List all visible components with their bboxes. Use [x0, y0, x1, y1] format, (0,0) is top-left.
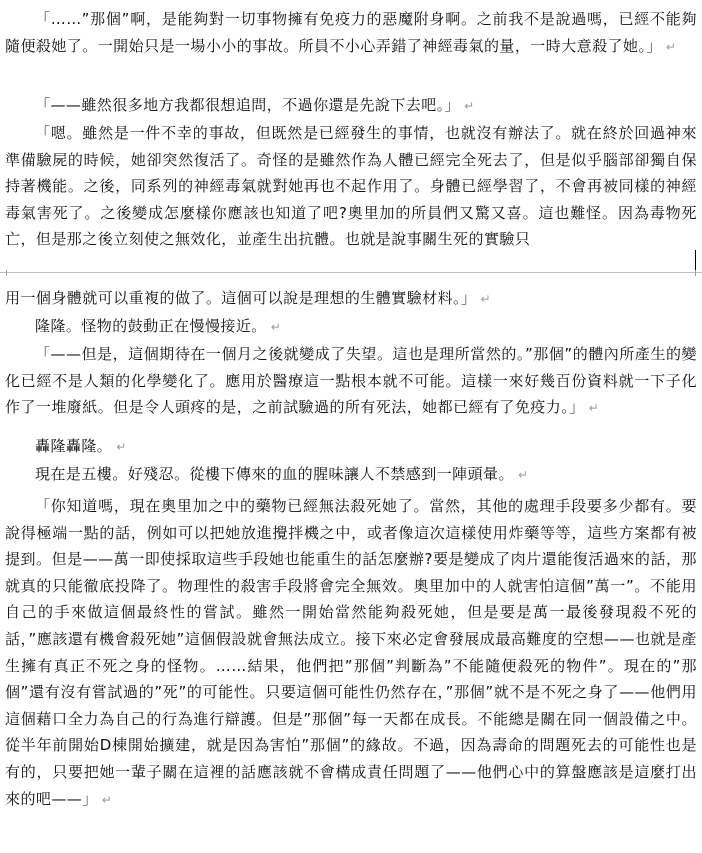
paragraph-5 — [5, 313, 697, 341]
page-corner-left — [0, 270, 7, 276]
paragraph-mark-icon: ↵ — [270, 320, 282, 334]
paragraph-1 — [5, 6, 697, 60]
page-break-line — [0, 272, 702, 273]
paragraph-text: 「……”那個”啊，是能夠對一切事物擁有免疫力的惡魔附身啊。之前我不是說過嗎，已經不能夠隨便殺她了。一開始只是一場小小的事故。所員不小心弄錯了神經毒氣的量，一時大意殺了她。」 — [5, 10, 697, 55]
paragraph-6 — [5, 341, 697, 422]
page-corner-right — [695, 270, 702, 276]
paragraph-4 — [5, 285, 697, 313]
paragraph-text: 「——雖然很多地方我都很想追問，不過你還是先說下去吧。」 — [35, 96, 461, 114]
paragraph-text: 「——但是，這個期待在一個月之後就變成了失望。這也是理所當然的。”那個”的體內所產生的變化已經不是人類的化學變化了。應用於醫療這一點根本就不可能。這樣一來好幾百份資料就一下子化作了一堆廢紙。但是令人頭疼的是，之前試驗過的所有死法，她都已經有了免疫力。」 — [5, 345, 697, 417]
paragraph-text: 「嗯。雖然是一件不幸的事故，但既然是已經發生的事情，也就沒有辦法了。就在終於回過神來準備驗屍的時候，她卻突然復活了。奇怪的是雖然作為人體已經完全死去了，但是似乎腦部卻獨自保持著機能。之後，同系列的神經毒氣就對她再也不起作用了。身體已經學習了，不會再被同樣的神經毒氣害死了。之後變成怎麼樣你應該也知道了吧?奧里加的所員們又驚又喜。這也難怪。因為毒物死亡，但是那之後立刻使之無效化，並產生出抗體。也就是說事關生死的實驗只 — [5, 124, 697, 249]
paragraph-3 — [5, 120, 697, 253]
paragraph-2 — [5, 92, 697, 120]
paragraph-9 — [5, 493, 697, 813]
paragraph-mark-icon: ↵ — [665, 39, 677, 54]
paragraph-text: 轟隆轟隆。 — [35, 437, 113, 455]
paragraph-mark-icon: ↵ — [101, 792, 113, 807]
paragraph-8 — [5, 461, 697, 489]
paragraph-mark-icon: ↵ — [517, 468, 529, 482]
paragraph-text: 現在是五樓。好殘忍。從樓下傳來的血的腥味讓人不禁感到一陣頭暈。 — [35, 465, 514, 483]
paragraph-mark-icon: ↵ — [480, 292, 491, 306]
paragraph-mark-icon: ↵ — [464, 99, 475, 113]
paragraph-mark-icon: ↵ — [588, 401, 600, 416]
text-cursor — [695, 250, 696, 270]
paragraph-7 — [5, 433, 697, 461]
paragraph-text: 「你知道嗎，現在奧里加之中的藥物已經無法殺死她了。當然，其他的處理手段要多少都有。要說得極端一點的話，例如可以把她放進攪拌機之中，或者像這次這樣使用炸藥等等，這些方案都有被提到。但是——萬一即使採取這些手段她也能重生的話怎麼辦?要是變成了肉片還能復活過來的話，那就真的只能徹底投降了。物理性的殺害手段將會完全無效。奧里加中的人就害怕這個”萬一”。不能用自己的手來做這個最終性的嘗試。雖然一開始當然能夠殺死她，但是要是萬一最後發現殺不死的話，”應該還有機會殺死她”這個假設就會無法成立。接下來必定會發展成最高難度的空想——也就是產生擁有真正不死之身的怪物。……結果，他們把”那個”判斷為”不能隨便殺死的物件”。現在的”那個”還有沒有嘗試過的”死”的可能性。只要這個可能性仍然存在，”那個”就不是不死之身了——他們用這個藉口全力為自己的行為進行辯護。但是”那個”每一天都在成長。不能總是關在同一個設備之中。從半年前開始D棟開始擴建，就是因為害怕”那個”的緣故。不過，因為壽命的問題死去的可能性也是有的，只要把她一輩子關在這裡的話應該就不會構成責任問題了——他們心中的算盤應該是這麼打出來的吧——」 — [5, 497, 697, 808]
paragraph-text: 隆隆。怪物的鼓動正在慢慢接近。 — [35, 317, 267, 335]
paragraph-text: 用一個身體就可以重複的做了。這個可以說是理想的生體實驗材料。」 — [5, 289, 477, 307]
paragraph-mark-icon: ↵ — [116, 440, 127, 454]
